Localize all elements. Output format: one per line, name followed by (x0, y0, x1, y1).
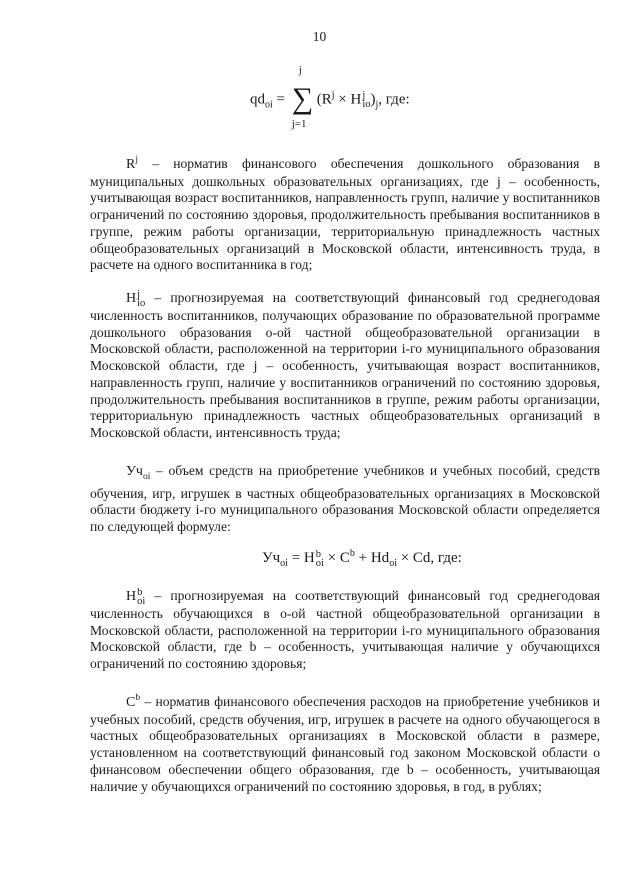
formula-uch-h-index (316, 550, 324, 568)
formula-qd-h-sub: io (362, 99, 371, 110)
formula-qd-body-open: (R (316, 91, 332, 108)
paragraph-r-definition (90, 152, 600, 274)
formula-uch-lhs: Уч (262, 550, 281, 566)
formula-uch-tail: × Cd, где: (396, 550, 462, 566)
paragraph-hb-text: – прогнозируемая на соответствующий финансовый год среднегодовая численность обучающихся в о-ой частной общеобразовательной организации в Московской области, расположенной на территории i-го муниципального образования Московской области, где b – особенность, учитывающая наличие у обучающихся ограничений по состоянию здоровья; (90, 588, 600, 672)
sigma-icon: ∑ (291, 82, 314, 115)
formula-qd-h-index (362, 91, 370, 109)
formula-qd-close-sub: j (375, 99, 379, 111)
formula-qd-times: × H (334, 91, 362, 108)
symbol-r-base: R (126, 157, 136, 172)
formula-uch-lhs-sub: oi (280, 558, 288, 569)
sum-lower-limit: j=1 (291, 118, 307, 130)
paragraph-uch-definition (90, 463, 600, 536)
symbol-hb-sub: oi (137, 596, 146, 607)
symbol-hb-sup: b (137, 587, 143, 598)
paragraph-uch-text: – объем средств на приобретение учебников и учебных пособий, средств обучения, игр, игрушек в частных общеобразовательных организациях в Московской области бюджету i-го муниципального образования Московской области определяется по следующей формуле: (90, 463, 600, 534)
formula-uch-plus: + Hd (354, 550, 390, 566)
paragraph-cb-text: – норматив финансового обеспечения расходов на приобретение учебников и учебных пособий, средств обучения, игр, игрушек в расчете на одного обучающегося в частных общеобразовательных организациях в Московской области в размере, установленном на соответствующий финансовый год законом Московской области о финансовом обеспечении общего образования, где b – особенность, учитывающая наличие у обучающихся ограничений по состоянию здоровья, в год, в рублях; (90, 694, 600, 794)
formula-uch-h-sup: b (315, 548, 321, 560)
paragraph-cb-definition (90, 690, 600, 795)
formula-uch-c-sup: b (349, 548, 355, 559)
symbol-uch-base: Уч (126, 464, 143, 479)
symbol-h (126, 289, 146, 309)
formula-qd (250, 64, 410, 130)
paragraph-h-text: – прогнозируемая на соответствующий финансовый год среднегодовая численность воспитанников, получающих образование по образовательной программе дошкольного образования о-ой частной общеобразовательной организации в Московской области, расположенной на территории i-го муниципального образования Московской области, где j – особенность, учитывающая возраст воспитанников, направленность групп, наличие у воспитанников ограничений по состоянию здоровья, продолжительность пребывания воспитанников в группе, режим работы организации, территориальную принадлежность частных общеобразовательных организаций в Московской области, интенсивность труда; (90, 290, 600, 440)
formula-qd-close: ) (370, 91, 376, 108)
paragraph-r-text: – норматив финансового обеспечения дошкольного образования в муниципальных дошкольных образовательных организациях, где j – особенность, учитывающая возраст воспитанников, направленность групп, наличие у воспитанников ограничений по состоянию здоровья, продолжительность пребывания воспитанников в группе, режим работы организации, территориальную принадлежность частных общеобразовательных организаций в Московской области, интенсивность труда, в расчете на одного воспитанника в год; (90, 156, 600, 273)
formula-qd-h-sup: j (362, 90, 366, 101)
symbol-hb-base: H (126, 589, 137, 605)
paragraph-h-definition (90, 290, 600, 442)
symbol-cb-sup: b (135, 693, 141, 703)
symbol-cb-base: C (126, 695, 136, 710)
symbol-r (126, 157, 138, 172)
symbol-hb (126, 587, 146, 607)
symbol-h-sup: j (137, 289, 141, 300)
formula-uch-times1: × C (323, 550, 350, 566)
symbol-cb (126, 695, 140, 710)
formula-qd-eq: = (272, 91, 285, 108)
formula-qd-lhs-sub: oi (265, 99, 273, 111)
summation-sign (290, 64, 316, 130)
formula-qd-tail: , где: (378, 91, 410, 108)
page-number: 10 (312, 29, 327, 44)
formula-qd-lhs: qd (250, 91, 265, 108)
formula-uch (262, 548, 462, 569)
formula-uch-h-sub: oi (315, 557, 324, 569)
formula-uch-eq: = H (287, 550, 315, 566)
sum-upper-limit: j (298, 64, 302, 76)
symbol-h-base: H (126, 291, 137, 307)
formula-qd-r-sup: j (331, 89, 335, 101)
symbol-h-sub: io (137, 298, 146, 309)
symbol-r-sup: j (135, 155, 138, 165)
paragraph-hb-definition (90, 588, 600, 673)
symbol-uch (126, 464, 151, 482)
symbol-uch-sub: oi (142, 471, 151, 482)
formula-uch-hd-sub: oi (389, 558, 397, 569)
